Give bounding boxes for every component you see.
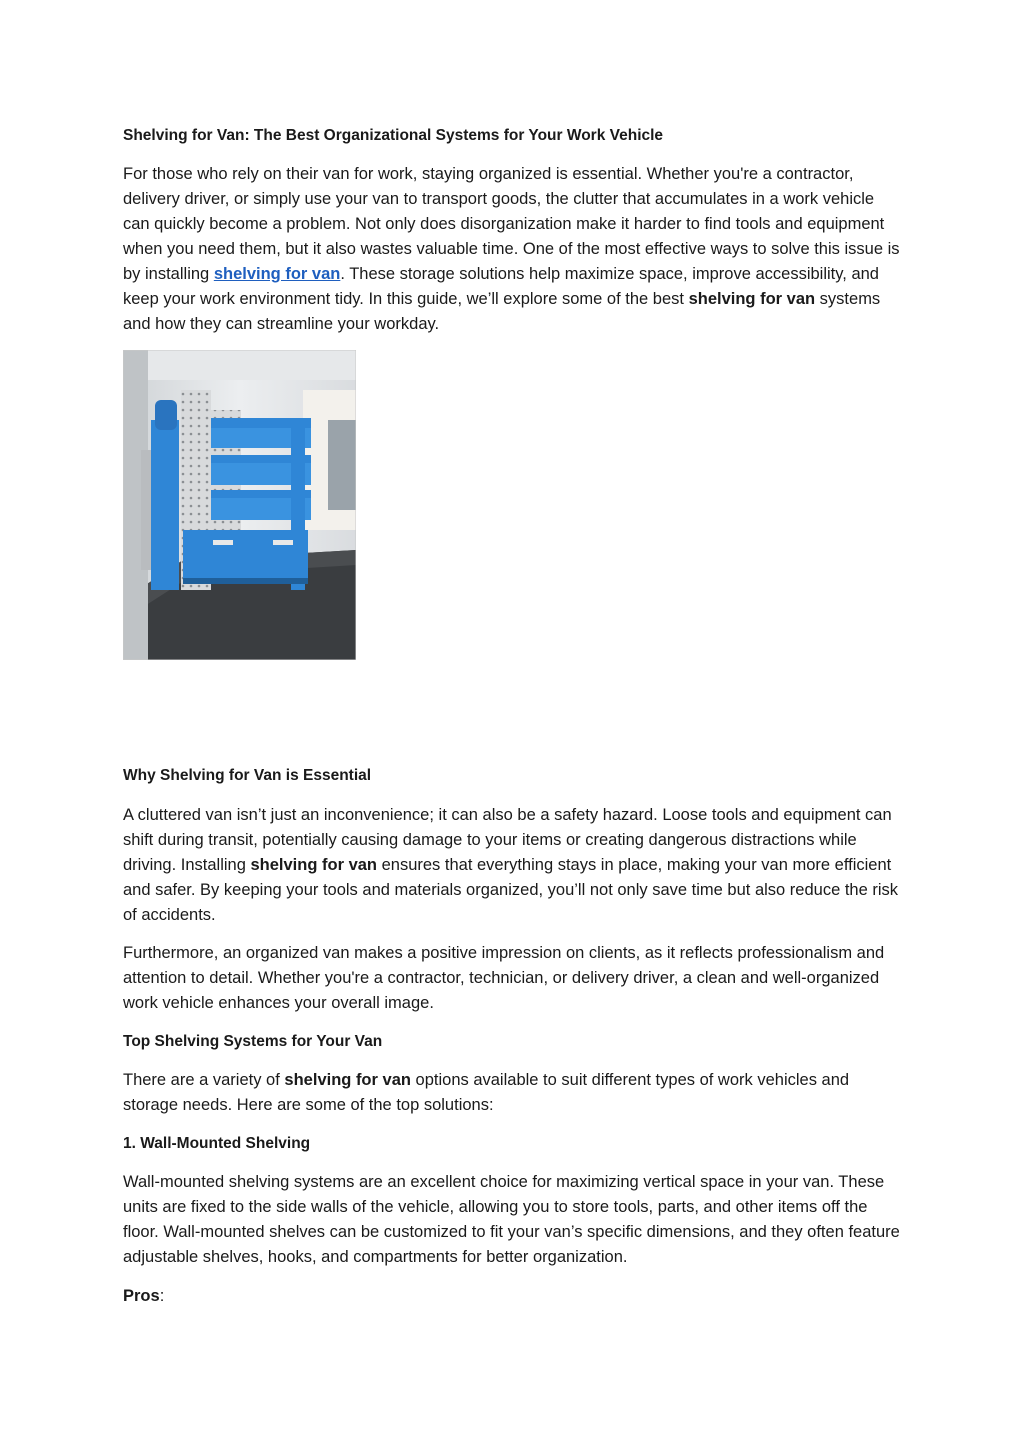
intro-text-1: For those who rely on their van for work, staying organized is essential. Whether you're a contractor, delivery driver, or simply use your van to transport goods, the clutter that accumulates in a work vehicle can quickly become a problem. Not only does disorganization make it harder to find tools and equipment when you need them, but it also wastes valuable time. One of the most effective ways to solve this issue is by installing bbox=[123, 165, 900, 283]
why-paragraph-1 bbox=[123, 803, 903, 928]
intro-text-3: systems and how they can streamline your workday. bbox=[123, 290, 881, 333]
van-shelving-photo bbox=[123, 350, 356, 660]
pros-label-line bbox=[123, 1284, 903, 1309]
top-systems-heading: Top Shelving Systems for Your Van bbox=[123, 1033, 383, 1050]
intro-text-2: . These storage solutions help maximize space, improve accessibility, and keep your work environment tidy. In this guide, we’ll explore some of the best bbox=[123, 265, 879, 308]
top-text-2: options available to suit different types of work vehicles and storage needs. Here are some of the top solutions: bbox=[123, 1071, 850, 1114]
page-title: Shelving for Van: The Best Organizational Systems for Your Work Vehicle bbox=[123, 127, 664, 144]
intro-paragraph bbox=[123, 162, 903, 337]
top-bold-keyword: shelving for van bbox=[284, 1071, 411, 1089]
why-text-2: ensures that everything stays in place, making your van more efficient and safer. By keeping your tools and materials organized, you’ll not only save time but also reduce the risk of accidents. bbox=[123, 856, 899, 924]
top-systems-paragraph bbox=[123, 1068, 903, 1118]
why-paragraph-2: Furthermore, an organized van makes a positive impression on clients, as it reflects professionalism and attention to detail. Whether you're a contractor, technician, or delivery driver, a clean and well-organized work vehicle enhances your overall image. bbox=[123, 944, 885, 1012]
wall-mounted-paragraph: Wall-mounted shelving systems are an excellent choice for maximizing vertical space in your van. These units are fixed to the side walls of the vehicle, allowing you to store tools, parts, and other items off the floor. Wall-mounted shelves can be customized to fit your van’s specific dimensions, and they often feature adjustable shelves, hooks, and compartments for better organization. bbox=[123, 1173, 900, 1266]
top-text-1: There are a variety of bbox=[123, 1071, 285, 1089]
why-heading: Why Shelving for Van is Essential bbox=[123, 767, 372, 784]
shelving-for-van-link[interactable]: shelving for van bbox=[213, 265, 341, 283]
why-bold-keyword: shelving for van bbox=[250, 856, 378, 874]
wall-mounted-heading: 1. Wall-Mounted Shelving bbox=[123, 1135, 311, 1152]
pros-colon: : bbox=[159, 1287, 165, 1305]
why-text-1: A cluttered van isn’t just an inconvenience; it can also be a safety hazard. Loose tools and equipment can shift during transit, potentially causing damage to your items or creating dangerous distractions while driving. Installing bbox=[123, 806, 892, 874]
intro-bold-keyword: shelving for van bbox=[688, 290, 816, 308]
pros-label: Pros bbox=[123, 1287, 160, 1305]
